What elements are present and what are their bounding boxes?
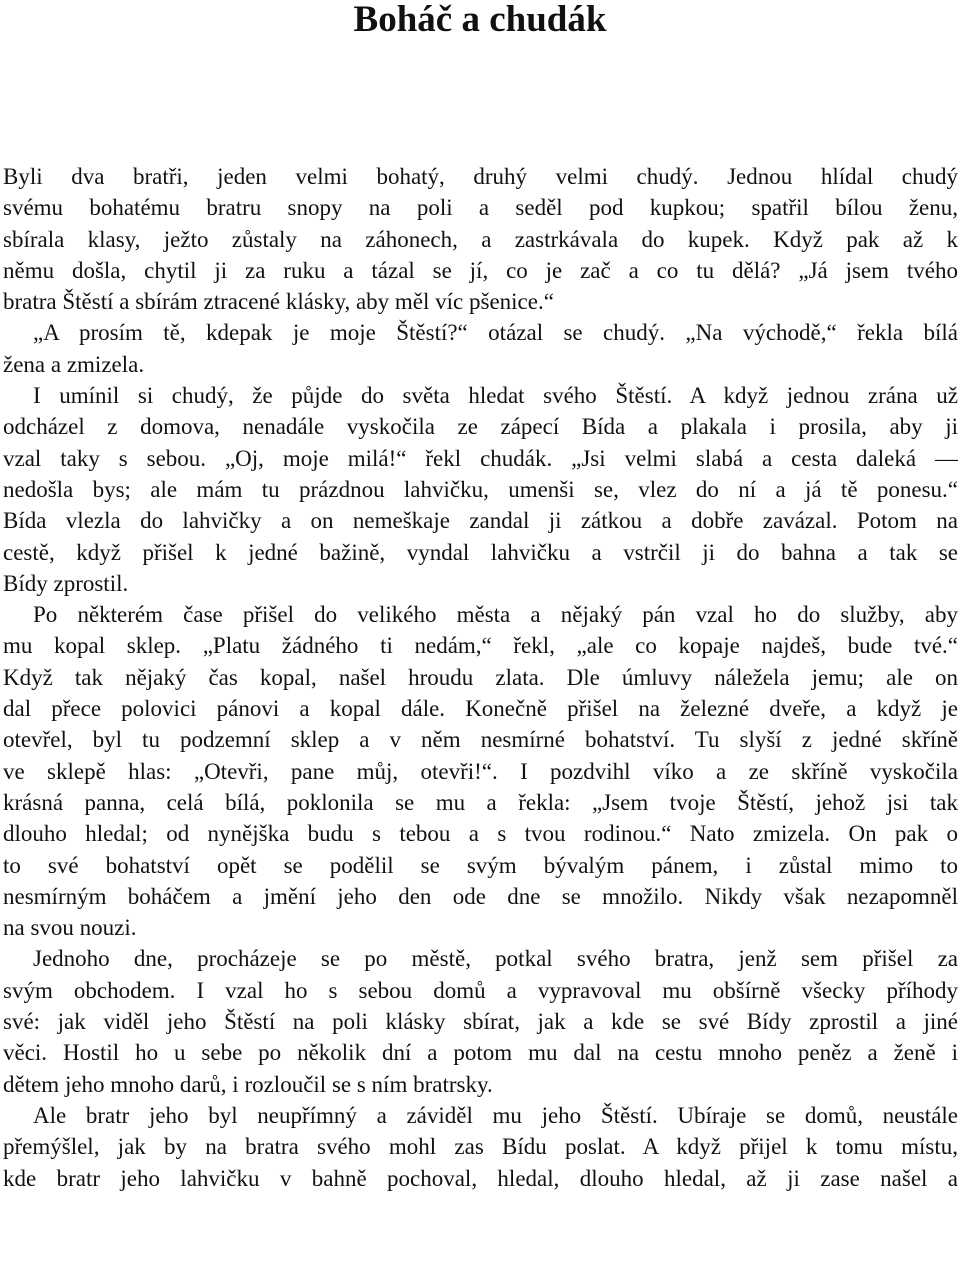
- story-body: [3, 161, 958, 1194]
- text-line: Když tak nějaký čas kopal, našel hroudu zlata. Dle úmluvy náležela jemu; ale on: [3, 664, 958, 690]
- text-line: Jednoho dne, procházeje se po městě, potkal svého bratra, jenž sem přišel za: [33, 946, 958, 972]
- text-line: nesmírným boháčem a jmění jeho den ode dne se množilo. Nikdy však nezapomněl: [3, 883, 958, 909]
- text-line: žena a zmizela.: [3, 351, 145, 377]
- text-line: na svou nouzi.: [3, 915, 137, 941]
- text-line: dlouho hledal; od nynějška budu s tebou a s tvou rodinou.“ Nato zmizela. On pak o: [3, 821, 958, 847]
- text-line: sbírala klasy, ježto zůstaly na záhonech, a zastrkávala do kupek. Když pak až k: [3, 226, 958, 252]
- text-line: ve sklepě hlas: „Otevři, pane můj, otevři!“. I pozdvihl víko a ze skříně vyskočila: [3, 758, 958, 784]
- text-line: němu došla, chytil ji za ruku a tázal se jí, co je zač a co tu dělá? „Já jsem tvého: [3, 257, 958, 283]
- text-line: bratra Štěstí a sbírám ztracené klásky, aby měl víc pšenice.“: [3, 289, 554, 315]
- text-line: mu kopal sklep. „Platu žádného ti nedám,“ řekl, „ale co kopaje najdeš, bude tvé.“: [3, 633, 958, 659]
- text-line: dětem jeho mnoho darů, i rozloučil se s ním bratrsky.: [3, 1071, 493, 1097]
- text-line: dal přece polovici pánovi a kopal dále. Konečně přišel na železné dveře, a když je: [3, 696, 958, 722]
- text-line: cestě, když přišel k jedné bažině, vyndal lahvičku a vstrčil ji do bahna a tak se: [3, 539, 958, 565]
- text-line: Bída vlezla do lahvičky a on nemeškaje zandal ji zátkou a dobře zavázal. Potom na: [3, 508, 958, 534]
- text-line: Byli dva bratři, jeden velmi bohatý, druhý velmi chudý. Jednou hlídal chudý: [3, 164, 958, 189]
- text-line: Ale bratr jeho byl neupřímný a záviděl mu jeho Štěstí. Ubíraje se domů, neustále: [33, 1102, 958, 1128]
- text-line: svému bohatému bratru snopy na poli a seděl pod kupkou; spatřil bílou ženu,: [3, 195, 958, 221]
- text-line: krásná panna, celá bílá, poklonila se mu a řekla: „Jsem tvoje Štěstí, jehož jsi tak: [3, 789, 958, 815]
- text-line: nedošla bys; ale mám tu prázdnou lahvičku, umenši se, vlez do ní a já tě ponesu.“: [3, 476, 958, 502]
- text-line: odcházel z domova, nenadále vyskočila ze zápecí Bída a plakala i prosila, aby ji: [3, 414, 958, 440]
- text-line: vzal taky s sebou. „Oj, moje milá!“ řekl chudák. „Jsi velmi slabá a cesta daleká —: [3, 445, 958, 471]
- text-line: Bídy zprostil.: [3, 570, 129, 596]
- text-line: otevřel, byl tu podzemní sklep a v něm nesmírné bohatství. Tu slyší z jedné skříně: [3, 727, 958, 753]
- text-line: přemýšlel, jak by na bratra svého mohl zas Bídu poslat. A když přijel k tomu místu,: [3, 1134, 958, 1160]
- text-line: to své bohatství opět se podělil se svým bývalým pánem, i zůstal mimo to: [3, 852, 958, 878]
- text-line: kde bratr jeho lahvičku v bahně pochoval, hledal, dlouho hledal, až ji zase našel a: [3, 1165, 958, 1191]
- text-line: I umínil si chudý, že půjde do světa hledat svého Štěstí. A když jednou zrána už: [33, 383, 958, 409]
- text-line: Po některém čase přišel do velikého města a nějaký pán vzal ho do služby, aby: [33, 602, 958, 628]
- text-line: „A prosím tě, kdepak je moje Štěstí?“ otázal se chudý. „Na východě,“ řekla bílá: [33, 320, 958, 346]
- document-title: Boháč a chudák: [353, 0, 607, 40]
- text-line: svým obchodem. I vzal ho s sebou domů a vypravoval mu obšírně všecky příhody: [3, 977, 958, 1003]
- text-line: své: jak viděl jeho Štěstí na poli klásky sbírat, jak a kde se své Bídy zprostil a jiné: [3, 1009, 958, 1035]
- text-line: věci. Hostil ho u sebe po několik dní a potom mu dal na cestu mnoho peněz a ženě i: [3, 1040, 958, 1066]
